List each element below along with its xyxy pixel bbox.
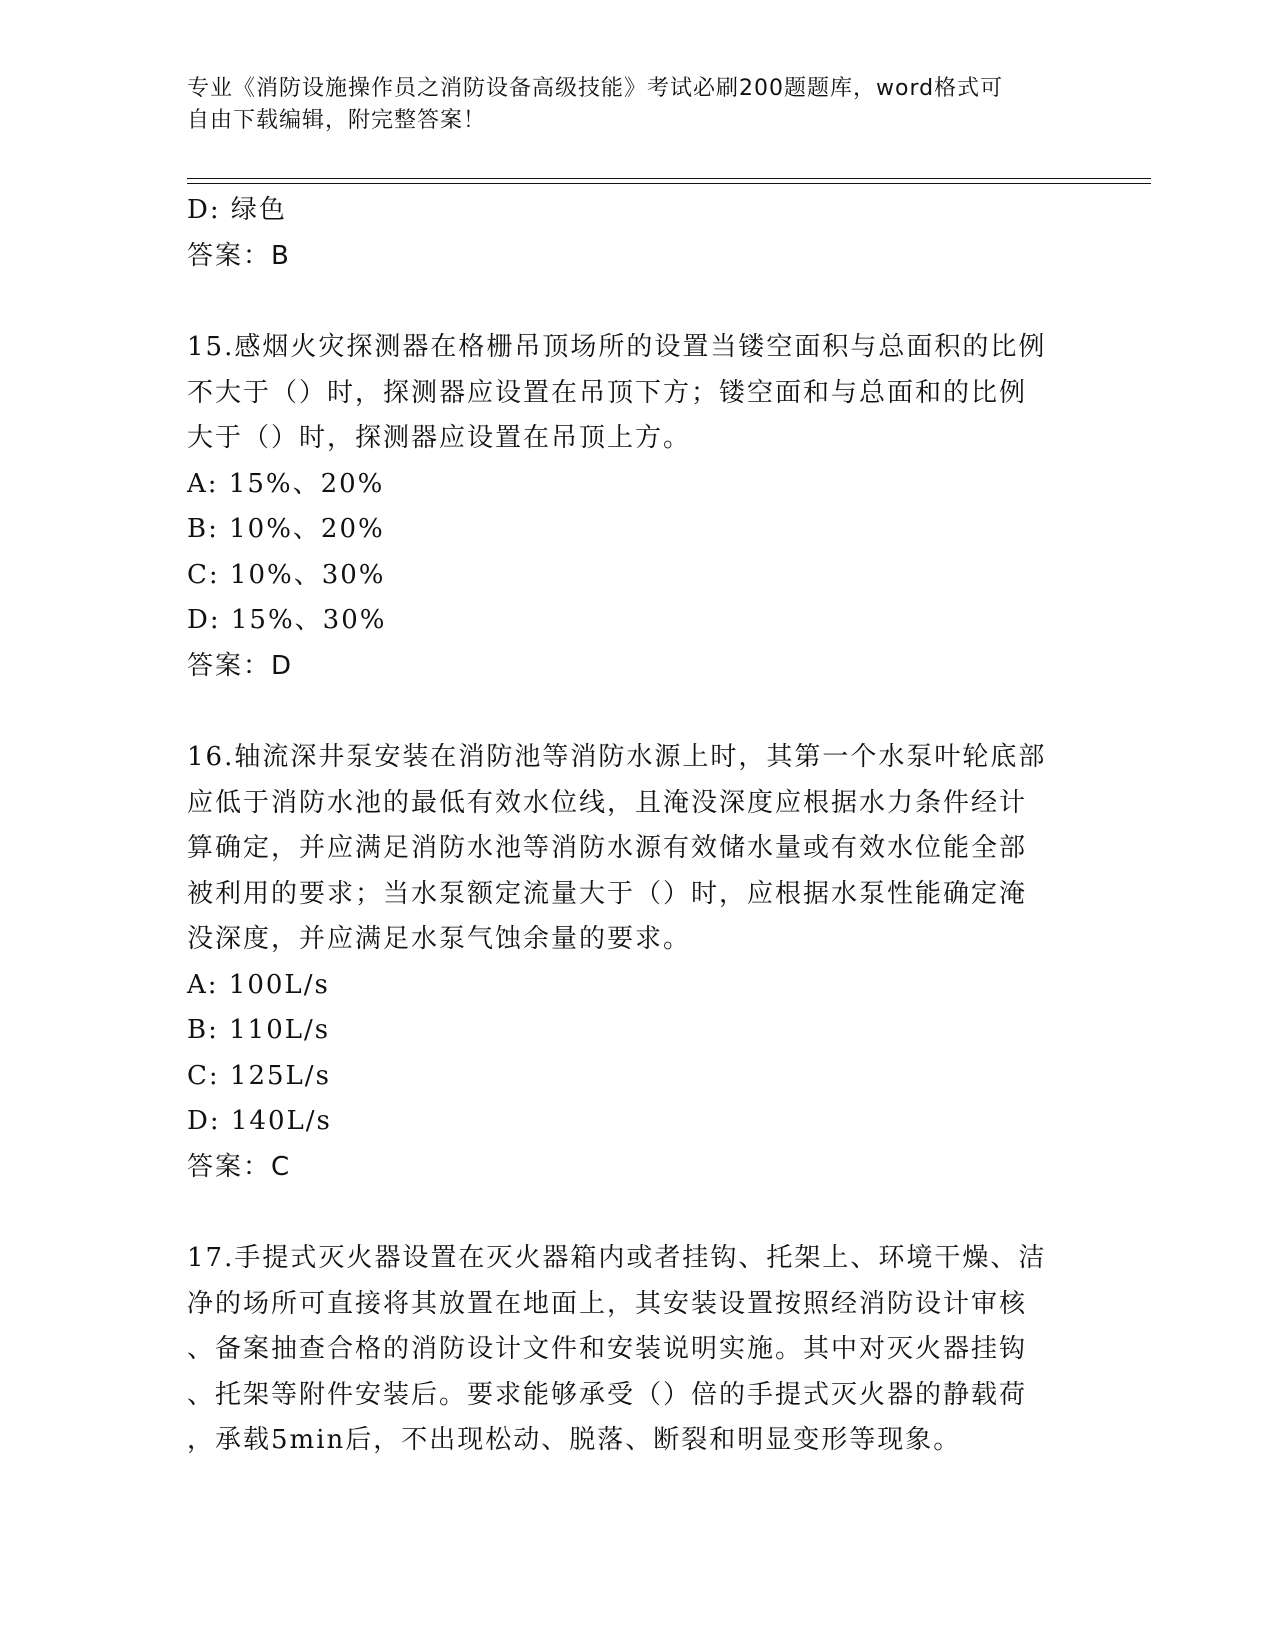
answer-line: 答案：C xyxy=(187,1151,292,1182)
page-header xyxy=(187,73,1087,137)
stem-line: 17.手提式灭火器设置在灭火器箱内或者挂钩、托架上、环境干燥、洁 xyxy=(187,1243,1047,1273)
question-stem xyxy=(187,325,1087,462)
header-divider-bottom xyxy=(187,183,1151,184)
option-b: B: 110L/s xyxy=(187,1015,331,1045)
stem-line: 被利用的要求；当水泵额定流量大于（）时，应根据水泵性能确定淹 xyxy=(187,878,1028,909)
question-content xyxy=(187,188,1087,1464)
option-d: D: 15%、30% xyxy=(187,605,387,635)
stem-line: 不大于（）时，探测器应设置在吊顶下方；镂空面和与总面和的比例 xyxy=(187,377,1028,408)
stem-line: 15.感烟火灾探测器在格栅吊顶场所的设置当镂空面积与总面积的比例 xyxy=(187,332,1047,362)
question-16 xyxy=(187,735,1087,1190)
question-15 xyxy=(187,325,1087,689)
header-title-line-1: 专业《消防设施操作员之消防设备高级技能》考试必刷200题题库，word格式可 xyxy=(187,76,1004,101)
stem-line: ，承载5min后，不出现松动、脱落、断裂和明显变形等现象。 xyxy=(187,1425,962,1455)
stem-line: 净的场所可直接将其放置在地面上，其安装设置按照经消防设计审核 xyxy=(187,1288,1028,1319)
stem-line: 没深度，并应满足水泵气蚀余量的要求。 xyxy=(187,924,692,954)
header-divider-top xyxy=(187,178,1151,179)
previous-question-tail xyxy=(187,188,1087,279)
stem-line: 16.轴流深井泵安装在消防池等消防水源上时，其第一个水泵叶轮底部 xyxy=(187,742,1047,772)
stem-line: 、托架等附件安装后。要求能够承受（）倍的手提式灭火器的静载荷 xyxy=(187,1379,1028,1410)
stem-line: 大于（）时，探测器应设置在吊顶上方。 xyxy=(187,423,692,453)
header-title-line-2: 自由下载编辑，附完整答案！ xyxy=(187,108,487,133)
answer-line: 答案：B xyxy=(187,240,291,271)
stem-line: 应低于消防水池的最低有效水位线，且淹没深度应根据水力条件经计 xyxy=(187,787,1028,818)
option-a: A: 15%、20% xyxy=(187,468,385,499)
stem-line: 算确定，并应满足消防水池等消防水源有效储水量或有效水位能全部 xyxy=(187,833,1028,863)
option-b: B: 10%、20% xyxy=(187,514,385,544)
option-a: A: 100L/s xyxy=(187,969,330,1000)
question-stem xyxy=(187,735,1087,963)
option-d: D: 绿色 xyxy=(187,195,287,225)
question-stem xyxy=(187,1236,1087,1464)
option-c: C: 10%、30% xyxy=(187,559,386,590)
question-17 xyxy=(187,1236,1087,1464)
answer-line: 答案：D xyxy=(187,650,294,681)
option-d: D: 140L/s xyxy=(187,1106,332,1136)
stem-line: 、备案抽查合格的消防设计文件和安装说明实施。其中对灭火器挂钩 xyxy=(187,1334,1028,1364)
option-c: C: 125L/s xyxy=(187,1060,331,1091)
